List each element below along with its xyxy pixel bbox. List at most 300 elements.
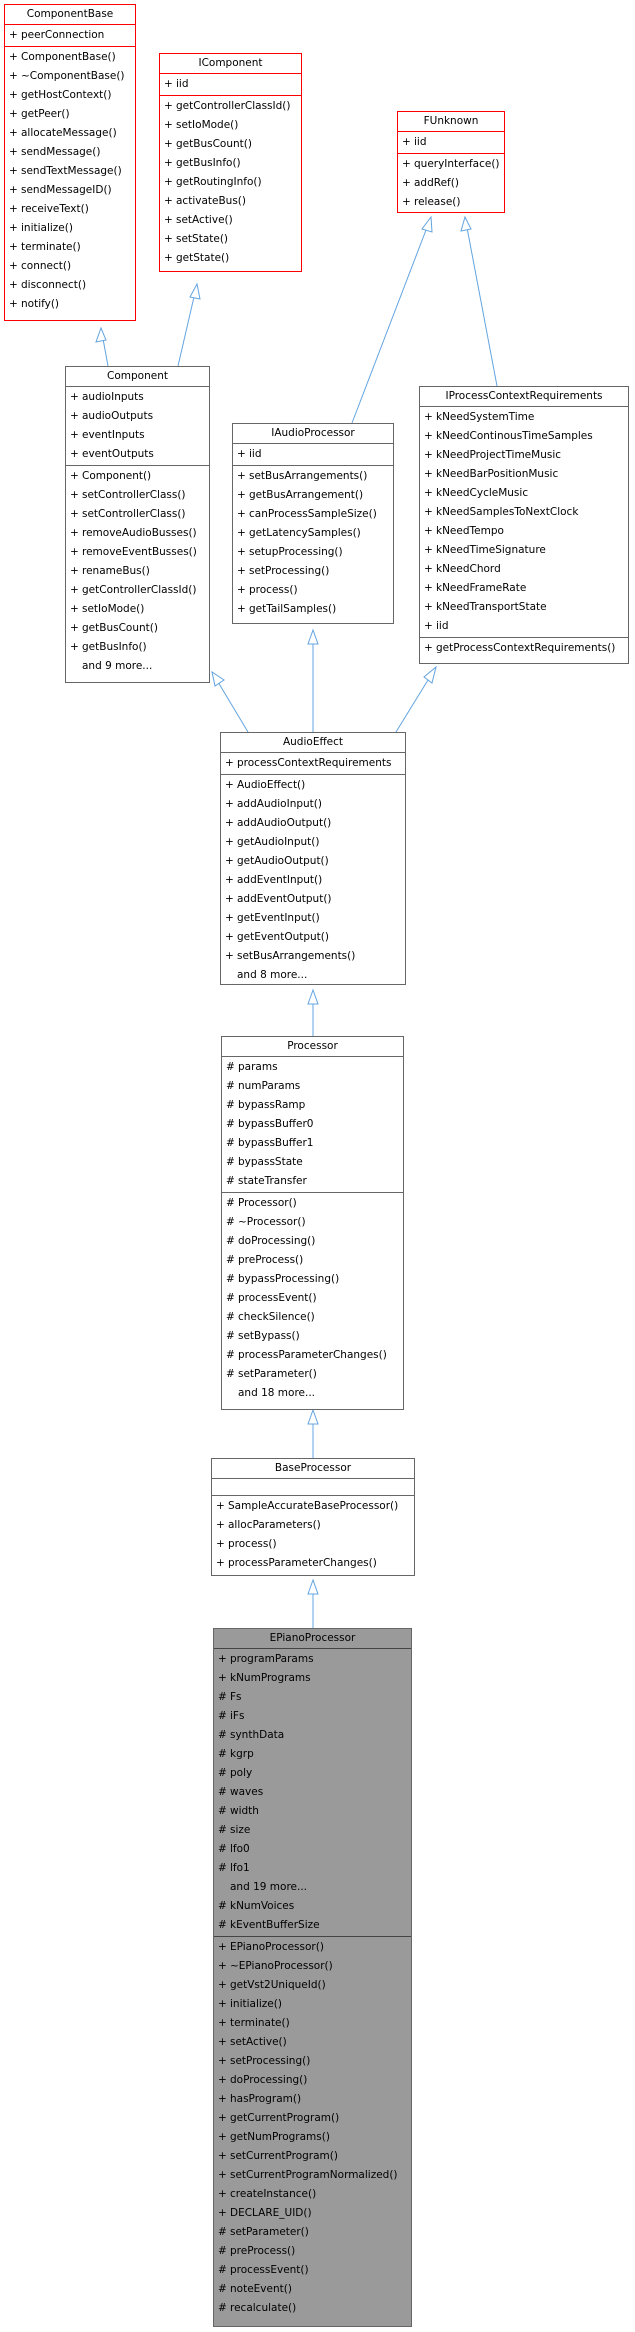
method-row: [221, 852, 405, 871]
member-name: eventOutputs: [82, 448, 154, 460]
method-row: [221, 776, 405, 795]
member-name: queryInterface(): [414, 158, 500, 170]
arrowhead-baseprocessor: [308, 1580, 318, 1594]
method-row: [66, 524, 209, 543]
member-name: activateBus(): [176, 195, 246, 207]
class-box-componentbase[interactable]: [4, 4, 136, 321]
method-row: [233, 467, 393, 486]
visibility-marker: #: [218, 1786, 227, 1798]
visibility-marker: +: [70, 470, 79, 482]
more-members-label[interactable]: [222, 1384, 403, 1403]
visibility-marker: +: [225, 931, 234, 943]
attribute-row: [420, 579, 628, 598]
arrowhead-funknown-right: [461, 217, 471, 231]
method-row: [214, 1995, 411, 2014]
visibility-marker: +: [225, 874, 234, 886]
visibility-marker: #: [226, 1137, 235, 1149]
visibility-marker: #: [226, 1216, 235, 1228]
member-name: numParams: [238, 1080, 301, 1092]
member-name: poly: [230, 1767, 253, 1779]
member-name: kNeedSystemTime: [436, 411, 535, 423]
class-box-iaudioprocessor[interactable]: [232, 423, 394, 624]
method-row: [398, 155, 504, 174]
member-name: initialize(): [21, 222, 73, 234]
visibility-marker: #: [226, 1273, 235, 1285]
visibility-marker: +: [9, 89, 18, 101]
member-name: iid: [249, 448, 262, 460]
visibility-marker: +: [216, 1519, 225, 1531]
method-row: [233, 600, 393, 619]
method-row: [160, 230, 301, 249]
member-name: removeAudioBusses(): [82, 527, 197, 539]
visibility-marker: +: [218, 1998, 227, 2010]
method-row: [214, 2185, 411, 2204]
attributes-section: [214, 1649, 411, 1937]
member-name: SampleAccurateBaseProcessor(): [228, 1500, 399, 1512]
class-title: Component: [66, 367, 209, 387]
member-name: setBusArrangements(): [237, 950, 356, 962]
visibility-marker: #: [226, 1156, 235, 1168]
visibility-marker: +: [402, 196, 411, 208]
visibility-marker: +: [218, 2055, 227, 2067]
method-row: [5, 67, 135, 86]
method-row: [214, 1976, 411, 1995]
class-box-baseprocessor[interactable]: [211, 1458, 415, 1576]
visibility-marker: #: [226, 1175, 235, 1187]
member-name: iid: [414, 136, 427, 148]
class-title: AudioEffect: [221, 733, 405, 753]
visibility-marker: +: [218, 1979, 227, 1991]
member-name: disconnect(): [21, 279, 87, 291]
visibility-marker: +: [70, 391, 79, 403]
attributes-section: [398, 132, 504, 154]
attribute-row: [66, 388, 209, 407]
visibility-marker: #: [218, 1900, 227, 1912]
member-name: preProcess(): [230, 2245, 296, 2257]
member-name: addEventOutput(): [237, 893, 332, 905]
visibility-marker: +: [237, 448, 246, 460]
visibility-marker: +: [237, 603, 246, 615]
method-row: [221, 928, 405, 947]
attribute-row: [233, 445, 393, 464]
method-row: [160, 135, 301, 154]
attribute-row: [214, 1821, 411, 1840]
member-name: release(): [414, 196, 461, 208]
visibility-marker: +: [9, 51, 18, 63]
method-row: [66, 562, 209, 581]
member-name: Fs: [230, 1691, 242, 1703]
member-name: Processor(): [238, 1197, 297, 1209]
member-name: setActive(): [176, 214, 233, 226]
method-row: [214, 2090, 411, 2109]
method-row: [66, 467, 209, 486]
method-row: [222, 1270, 403, 1289]
visibility-marker: +: [164, 176, 173, 188]
methods-section: [66, 466, 209, 677]
member-name: allocParameters(): [228, 1519, 321, 1531]
attribute-row: [420, 522, 628, 541]
class-box-processor[interactable]: [221, 1036, 404, 1410]
method-row: [214, 2299, 411, 2318]
member-name: kNeedTempo: [436, 525, 504, 537]
visibility-marker: +: [218, 2131, 227, 2143]
visibility-marker: +: [164, 78, 173, 90]
method-row: [222, 1327, 403, 1346]
visibility-marker: +: [424, 449, 433, 461]
method-row: [160, 249, 301, 268]
visibility-marker: +: [225, 893, 234, 905]
member-name: EPianoProcessor(): [230, 1941, 324, 1953]
visibility-marker: +: [402, 136, 411, 148]
member-name: kNeedContinousTimeSamples: [436, 430, 593, 442]
member-name: iFs: [230, 1710, 245, 1722]
member-name: hasProgram(): [230, 2093, 302, 2105]
more-members-label[interactable]: [214, 1878, 411, 1897]
member-name: iid: [436, 620, 449, 632]
member-name: sendMessageID(): [21, 184, 112, 196]
member-name: audioOutputs: [82, 410, 154, 422]
methods-section: [214, 1937, 411, 2319]
method-row: [66, 486, 209, 505]
arrowhead-audioeffect: [308, 990, 318, 1004]
attribute-row: [420, 446, 628, 465]
member-name: size: [230, 1824, 251, 1836]
method-row: [214, 2147, 411, 2166]
attribute-row: [214, 1650, 411, 1669]
method-row: [212, 1535, 414, 1554]
member-name: getProcessContextRequirements(): [436, 642, 616, 654]
visibility-marker: #: [218, 2283, 227, 2295]
attribute-row: [214, 1897, 411, 1916]
visibility-marker: +: [9, 222, 18, 234]
method-row: [160, 154, 301, 173]
visibility-marker: +: [70, 565, 79, 577]
arrowhead-icomponent: [190, 284, 200, 299]
visibility-marker: +: [225, 779, 234, 791]
member-name: synthData: [230, 1729, 285, 1741]
attributes-section: [5, 25, 135, 47]
method-row: [222, 1308, 403, 1327]
method-row: [212, 1516, 414, 1535]
visibility-marker: #: [218, 2245, 227, 2257]
attribute-row: [420, 408, 628, 427]
member-name: bypassRamp: [238, 1099, 306, 1111]
attribute-row: [222, 1096, 403, 1115]
visibility-marker: +: [237, 508, 246, 520]
class-title: EPianoProcessor: [214, 1629, 411, 1649]
class-box-icomponent[interactable]: [159, 53, 302, 272]
member-name: removeEventBusses(): [82, 546, 197, 558]
methods-section: [222, 1193, 403, 1404]
methods-section: [212, 1496, 414, 1574]
visibility-marker: +: [225, 855, 234, 867]
member-name: getNumPrograms(): [230, 2131, 330, 2143]
member-name: getEventInput(): [237, 912, 320, 924]
member-name: ~ComponentBase(): [21, 70, 125, 82]
member-name: doProcessing(): [238, 1235, 316, 1247]
method-row: [214, 1957, 411, 1976]
method-row: [5, 162, 135, 181]
visibility-marker: +: [216, 1500, 225, 1512]
method-row: [222, 1232, 403, 1251]
member-name: renameBus(): [82, 565, 150, 577]
visibility-marker: +: [218, 2036, 227, 2048]
member-name: initialize(): [230, 1998, 282, 2010]
member-name: programParams: [230, 1653, 314, 1665]
member-name: getEventOutput(): [237, 931, 329, 943]
member-name: setControllerClass(): [82, 489, 186, 501]
visibility-marker: +: [237, 489, 246, 501]
visibility-marker: #: [218, 1919, 227, 1931]
attribute-row: [214, 1840, 411, 1859]
member-name: ~Processor(): [238, 1216, 306, 1228]
member-name: kgrp: [230, 1748, 254, 1760]
class-box-iprocesscontextrequirements[interactable]: [419, 386, 629, 664]
member-name: doProcessing(): [230, 2074, 308, 2086]
method-row: [222, 1289, 403, 1308]
visibility-marker: +: [70, 622, 79, 634]
attribute-row: [5, 26, 135, 45]
member-name: bypassBuffer1: [238, 1137, 314, 1149]
member-name: sendTextMessage(): [21, 165, 122, 177]
visibility-marker: +: [70, 410, 79, 422]
class-box-audioeffect[interactable]: [220, 732, 406, 985]
member-name: and 9 more...: [82, 660, 153, 672]
member-name: getAudioInput(): [237, 836, 320, 848]
method-row: [160, 97, 301, 116]
class-title: ComponentBase: [5, 5, 135, 25]
visibility-marker: +: [164, 119, 173, 131]
methods-section: [5, 47, 135, 315]
member-name: setProcessing(): [249, 565, 330, 577]
member-name: getHostContext(): [21, 89, 112, 101]
member-name: process(): [228, 1538, 277, 1550]
method-row: [222, 1213, 403, 1232]
attribute-row: [222, 1077, 403, 1096]
member-name: setState(): [176, 233, 229, 245]
visibility-marker: #: [226, 1061, 235, 1073]
method-row: [66, 600, 209, 619]
member-name: recalculate(): [230, 2302, 297, 2314]
member-name: getLatencySamples(): [249, 527, 361, 539]
member-name: processEvent(): [230, 2264, 309, 2276]
member-name: getState(): [176, 252, 230, 264]
attribute-row: [420, 427, 628, 446]
method-row: [214, 2033, 411, 2052]
member-name: kNeedBarPositionMusic: [436, 468, 559, 480]
member-name: setControllerClass(): [82, 508, 186, 520]
member-name: setCurrentProgram(): [230, 2150, 338, 2162]
attributes-section: [160, 74, 301, 96]
method-row: [233, 505, 393, 524]
class-box-funknown[interactable]: [397, 111, 505, 213]
method-row: [66, 619, 209, 638]
method-row: [398, 174, 504, 193]
member-name: lfo0: [230, 1843, 250, 1855]
visibility-marker: #: [226, 1080, 235, 1092]
attribute-row: [214, 1688, 411, 1707]
visibility-marker: #: [218, 2302, 227, 2314]
attribute-row: [420, 598, 628, 617]
attribute-row: [214, 1802, 411, 1821]
member-name: notify(): [21, 298, 60, 310]
method-row: [398, 193, 504, 212]
visibility-marker: #: [218, 1767, 227, 1779]
member-name: preProcess(): [238, 1254, 304, 1266]
visibility-marker: +: [218, 2169, 227, 2181]
visibility-marker: +: [9, 241, 18, 253]
arrowhead-iaudioprocessor: [308, 630, 318, 644]
member-name: getTailSamples(): [249, 603, 337, 615]
visibility-marker: #: [226, 1292, 235, 1304]
visibility-marker: +: [424, 525, 433, 537]
method-row: [214, 2128, 411, 2147]
class-title: FUnknown: [398, 112, 504, 132]
visibility-marker: #: [226, 1235, 235, 1247]
method-row: [214, 2071, 411, 2090]
attribute-row: [222, 1172, 403, 1191]
method-row: [160, 173, 301, 192]
visibility-marker: +: [164, 100, 173, 112]
method-row: [5, 276, 135, 295]
member-name: getAudioOutput(): [237, 855, 329, 867]
method-row: [221, 890, 405, 909]
visibility-marker: +: [216, 1538, 225, 1550]
member-name: getPeer(): [21, 108, 70, 120]
visibility-marker: +: [237, 565, 246, 577]
member-name: receiveText(): [21, 203, 89, 215]
visibility-marker: +: [225, 798, 234, 810]
member-name: waves: [230, 1786, 264, 1798]
method-row: [214, 2052, 411, 2071]
member-name: kNumVoices: [230, 1900, 295, 1912]
class-box-component[interactable]: [65, 366, 210, 683]
member-name: kNeedChord: [436, 563, 501, 575]
visibility-marker: #: [218, 1824, 227, 1836]
member-name: eventInputs: [82, 429, 145, 441]
attribute-row: [222, 1058, 403, 1077]
attributes-section: [233, 444, 393, 466]
method-row: [233, 562, 393, 581]
visibility-marker: +: [9, 260, 18, 272]
visibility-marker: +: [70, 527, 79, 539]
method-row: [5, 143, 135, 162]
methods-section: [398, 154, 504, 213]
visibility-marker: +: [218, 2112, 227, 2124]
member-name: Component(): [82, 470, 152, 482]
method-row: [214, 2109, 411, 2128]
member-name: processParameterChanges(): [238, 1349, 387, 1361]
attributes-section: [66, 387, 209, 466]
visibility-marker: #: [226, 1330, 235, 1342]
member-name: setBypass(): [238, 1330, 300, 1342]
method-row: [160, 116, 301, 135]
member-name: terminate(): [21, 241, 81, 253]
method-row: [5, 238, 135, 257]
arrowhead-componentbase: [96, 328, 106, 342]
visibility-marker: +: [70, 448, 79, 460]
class-box-epianoprocessor[interactable]: [213, 1628, 412, 2327]
method-row: [5, 124, 135, 143]
method-row: [5, 86, 135, 105]
visibility-marker: +: [9, 127, 18, 139]
visibility-marker: +: [225, 912, 234, 924]
visibility-marker: +: [424, 487, 433, 499]
member-name: getBusArrangement(): [249, 489, 364, 501]
more-members-label[interactable]: [66, 657, 209, 676]
member-name: kNeedCycleMusic: [436, 487, 529, 499]
method-row: [5, 200, 135, 219]
visibility-marker: +: [424, 544, 433, 556]
member-name: process(): [249, 584, 298, 596]
attribute-row: [160, 75, 301, 94]
attribute-row: [214, 1745, 411, 1764]
member-name: kNumPrograms: [230, 1672, 311, 1684]
class-title: BaseProcessor: [212, 1459, 414, 1479]
visibility-marker: +: [237, 546, 246, 558]
class-title: IAudioProcessor: [233, 424, 393, 444]
method-row: [214, 2280, 411, 2299]
visibility-marker: +: [424, 642, 433, 654]
visibility-marker: +: [218, 2093, 227, 2105]
method-row: [420, 639, 628, 658]
visibility-marker: +: [218, 1653, 227, 1665]
attribute-row: [214, 1859, 411, 1878]
attribute-row: [420, 484, 628, 503]
member-name: addRef(): [414, 177, 459, 189]
member-name: AudioEffect(): [237, 779, 306, 791]
attribute-row: [420, 617, 628, 636]
member-name: getBusCount(): [82, 622, 158, 634]
method-row: [221, 814, 405, 833]
more-members-label[interactable]: [221, 966, 405, 985]
member-name: bypassState: [238, 1156, 303, 1168]
visibility-marker: +: [237, 527, 246, 539]
visibility-marker: #: [226, 1254, 235, 1266]
attribute-row: [214, 1916, 411, 1935]
method-row: [5, 295, 135, 314]
attribute-row: [214, 1783, 411, 1802]
visibility-marker: #: [226, 1118, 235, 1130]
method-row: [5, 48, 135, 67]
member-name: setIoMode(): [82, 603, 145, 615]
attribute-row: [66, 407, 209, 426]
member-name: and 8 more...: [237, 969, 308, 981]
visibility-marker: +: [225, 950, 234, 962]
method-row: [212, 1497, 414, 1516]
visibility-marker: +: [70, 603, 79, 615]
visibility-marker: +: [424, 506, 433, 518]
member-name: terminate(): [230, 2017, 290, 2029]
visibility-marker: +: [424, 620, 433, 632]
visibility-marker: +: [164, 195, 173, 207]
member-name: kNeedTransportState: [436, 601, 547, 613]
visibility-marker: +: [424, 468, 433, 480]
visibility-marker: +: [218, 1960, 227, 1972]
member-name: iid: [176, 78, 189, 90]
visibility-marker: #: [218, 1729, 227, 1741]
member-name: ~EPianoProcessor(): [230, 1960, 333, 1972]
visibility-marker: +: [9, 70, 18, 82]
method-row: [221, 871, 405, 890]
method-row: [214, 2261, 411, 2280]
attribute-row: [214, 1726, 411, 1745]
member-name: setBusArrangements(): [249, 470, 368, 482]
member-name: setCurrentProgramNormalized(): [230, 2169, 398, 2181]
method-row: [5, 219, 135, 238]
member-name: setupProcessing(): [249, 546, 343, 558]
method-row: [221, 833, 405, 852]
